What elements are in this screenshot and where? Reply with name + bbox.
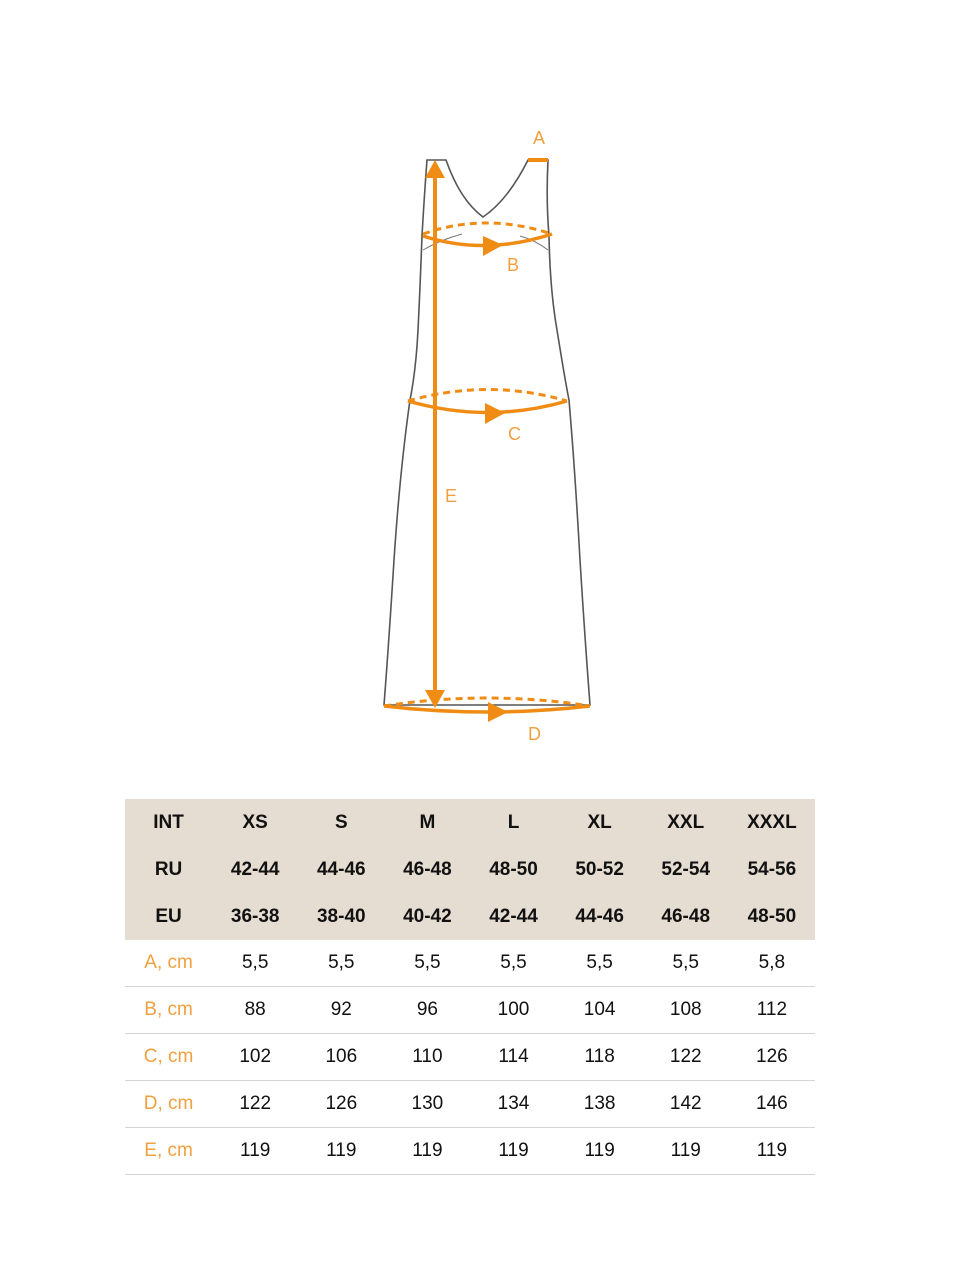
cell-a-xl: 5,5 [557,940,643,987]
cell-ru-l: 48-50 [470,846,556,893]
cell-e-l: 119 [470,1128,556,1175]
measure-c-label: C [508,424,521,444]
cell-eu-xs: 36-38 [212,893,298,940]
cell-int-xl: XL [557,799,643,846]
cell-d-xl: 138 [557,1081,643,1128]
cell-eu-xxxl: 48-50 [729,893,815,940]
cell-ru-xs: 42-44 [212,846,298,893]
cell-c-xl: 118 [557,1034,643,1081]
measure-b-arrowhead [483,236,503,256]
cell-b-m: 96 [384,987,470,1034]
cell-int-m: M [384,799,470,846]
cell-int-s: S [298,799,384,846]
cell-int-l: L [470,799,556,846]
cell-d-xs: 122 [212,1081,298,1128]
cell-ru-xxxl: 54-56 [729,846,815,893]
cell-ru-xl: 50-52 [557,846,643,893]
cell-ru-m: 46-48 [384,846,470,893]
cell-b-xxl: 108 [643,987,729,1034]
row-d [125,1081,815,1128]
cell-a-m: 5,5 [384,940,470,987]
row-label-d: D, cm [125,1081,212,1128]
cell-int-xxxl: XXXL [729,799,815,846]
cell-d-l: 134 [470,1081,556,1128]
row-int [125,799,815,846]
row-e [125,1128,815,1175]
cell-c-xs: 102 [212,1034,298,1081]
cell-eu-s: 38-40 [298,893,384,940]
measure-a-label: A [533,128,546,148]
cell-d-xxl: 142 [643,1081,729,1128]
cell-d-m: 130 [384,1081,470,1128]
cell-a-xs: 5,5 [212,940,298,987]
cell-a-xxxl: 5,8 [729,940,815,987]
measure-c-arrowhead [485,403,505,424]
cell-c-xxl: 122 [643,1034,729,1081]
row-a [125,940,815,987]
row-b [125,987,815,1034]
row-label-c: C, cm [125,1034,212,1081]
cell-a-s: 5,5 [298,940,384,987]
row-eu [125,893,815,940]
cell-int-xs: XS [212,799,298,846]
cell-e-m: 119 [384,1128,470,1175]
measure-e-label: E [445,486,458,506]
cell-b-xxxl: 112 [729,987,815,1034]
cell-e-xxl: 119 [643,1128,729,1175]
measure-c-back [408,390,567,402]
row-label-b: B, cm [125,987,212,1034]
measure-b-back [423,223,552,234]
cell-d-s: 126 [298,1081,384,1128]
measure-e-arrowhead-top [425,160,445,178]
measure-d-label: D [528,724,541,744]
cell-e-xxxl: 119 [729,1128,815,1175]
row-label-eu: EU [125,893,212,940]
cell-b-l: 100 [470,987,556,1034]
cell-ru-s: 44-46 [298,846,384,893]
cell-eu-l: 42-44 [470,893,556,940]
size-chart-table [125,799,815,1175]
cell-e-xs: 119 [212,1128,298,1175]
row-label-int: INT [125,799,212,846]
row-label-ru: RU [125,846,212,893]
cell-c-l: 114 [470,1034,556,1081]
row-label-e: E, cm [125,1128,212,1175]
cell-eu-m: 40-42 [384,893,470,940]
row-ru [125,846,815,893]
cell-e-xl: 119 [557,1128,643,1175]
cell-a-l: 5,5 [470,940,556,987]
cell-c-s: 106 [298,1034,384,1081]
cell-int-xxl: XXL [643,799,729,846]
cell-a-xxl: 5,5 [643,940,729,987]
measure-b-label: B [507,255,520,275]
cell-eu-xl: 44-46 [557,893,643,940]
row-c [125,1034,815,1081]
cell-e-s: 119 [298,1128,384,1175]
row-label-a: A, cm [125,940,212,987]
cell-b-xs: 88 [212,987,298,1034]
cell-b-s: 92 [298,987,384,1034]
cell-b-xl: 104 [557,987,643,1034]
cell-ru-xxl: 52-54 [643,846,729,893]
cell-d-xxxl: 146 [729,1081,815,1128]
cell-c-m: 110 [384,1034,470,1081]
measure-d-front [384,706,590,712]
cell-eu-xxl: 46-48 [643,893,729,940]
cell-c-xxxl: 126 [729,1034,815,1081]
